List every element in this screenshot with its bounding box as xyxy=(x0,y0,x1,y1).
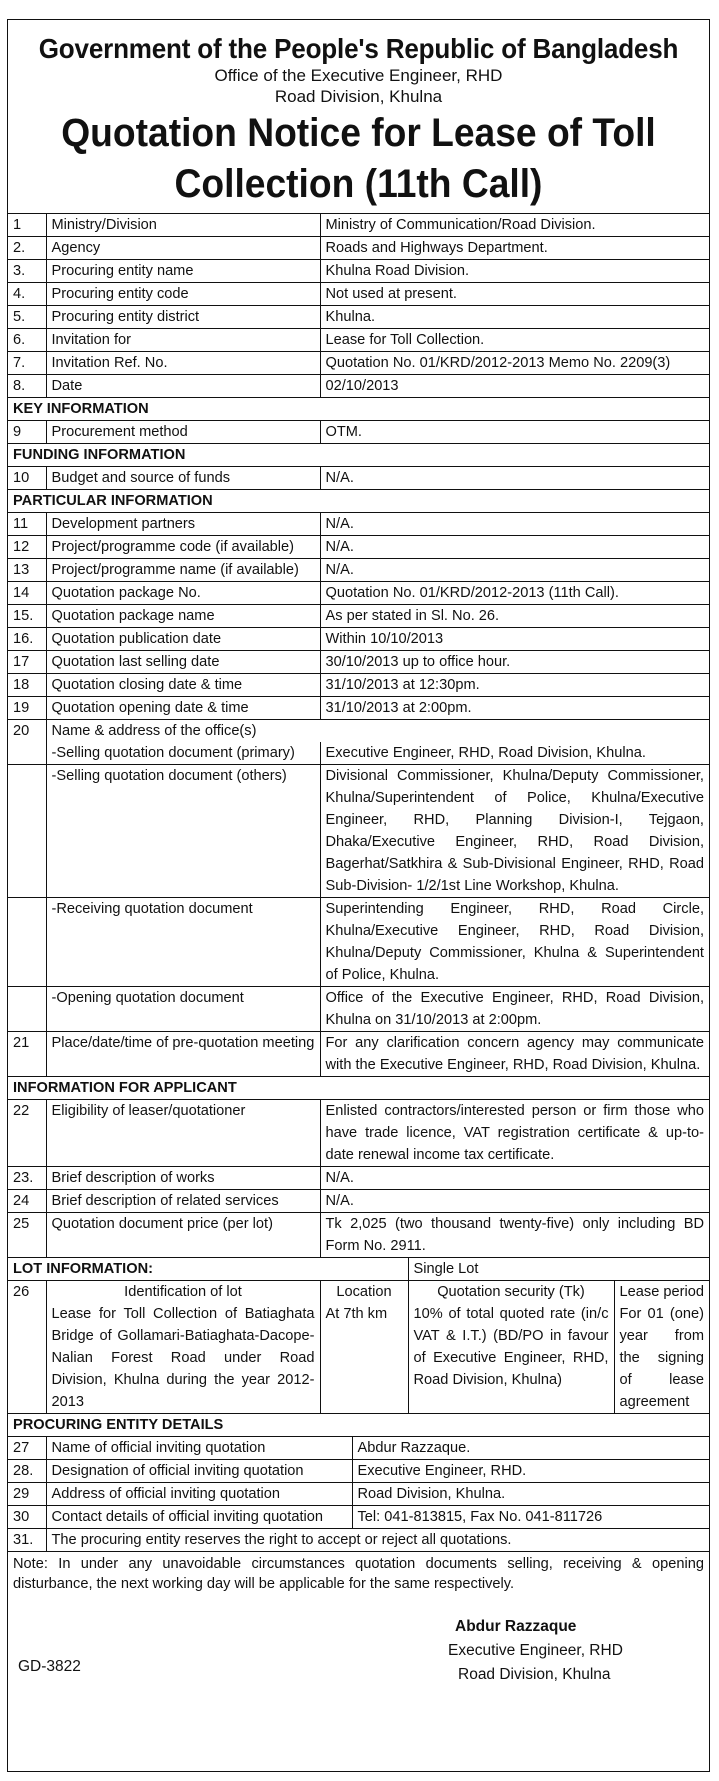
row-label: Brief description of works xyxy=(46,1167,320,1190)
lot-header-period: Lease period xyxy=(614,1281,709,1304)
lot-header-row xyxy=(8,1281,709,1304)
lot-location: At 7th km xyxy=(320,1303,408,1414)
row-value: Ministry of Communication/Road Division. xyxy=(320,214,709,237)
row-value: Quotation No. 01/KRD/2012-2013 (11th Call). xyxy=(320,582,709,605)
lot-row xyxy=(8,1303,709,1414)
row-number: 27 xyxy=(8,1437,46,1460)
row-number: 30 xyxy=(8,1506,46,1529)
row-value: N/A. xyxy=(320,513,709,536)
row-label: Procuring entity code xyxy=(46,283,320,306)
row-number: 14 xyxy=(8,582,46,605)
row-number: 12 xyxy=(8,536,46,559)
row-value: Tk 2,025 (two thousand twenty-five) only including BD Form No. 2911. xyxy=(320,1213,709,1258)
empty-cell xyxy=(8,742,46,765)
table-row xyxy=(8,1100,709,1167)
row-label: Quotation opening date & time xyxy=(46,697,320,720)
subrow-value: Superintending Engineer, RHD, Road Circle, Khulna/Executive Engineer, RHD, Road Division, Khulna/Deputy Commissioner, Khulna & Superintendent of Police, Khulna. xyxy=(320,898,709,987)
signature-block xyxy=(8,1598,709,1738)
row-value: N/A. xyxy=(320,536,709,559)
subrow-value: Divisional Commissioner, Khulna/Deputy Commissioner, Khulna/Superintendent of Police, Khulna/Executive Engineer, RHD, Planning Division-I, Tejgaon, Dhaka/Executive Engineer, RHD, Road Division, Bagerhat/Satkhira & Sub-Divisional Engineer, RHD, Road Sub-Division- 1/2/1st Line Workshop, Khulna. xyxy=(320,765,709,898)
row-value: OTM. xyxy=(320,421,709,444)
table-row xyxy=(8,283,709,306)
row-value: Executive Engineer, RHD. xyxy=(352,1460,709,1483)
row-label: Project/programme name (if available) xyxy=(46,559,320,582)
empty-cell xyxy=(8,1303,46,1414)
row-value: Tel: 041-813815, Fax No. 041-811726 xyxy=(352,1506,709,1529)
row-number: 8. xyxy=(8,375,46,398)
row-label: Quotation document price (per lot) xyxy=(46,1213,320,1258)
table-row xyxy=(8,697,709,720)
table-row xyxy=(8,421,709,444)
office-line-1: Office of the Executive Engineer, RHD xyxy=(214,66,503,85)
row-value: Not used at present. xyxy=(320,283,709,306)
row-value: 31/10/2013 at 2:00pm. xyxy=(320,697,709,720)
row-number: 7. xyxy=(8,352,46,375)
row-label: Contact details of official inviting quotation xyxy=(46,1506,352,1529)
row-number: 24 xyxy=(8,1190,46,1213)
row-number: 17 xyxy=(8,651,46,674)
row-label: Quotation package name xyxy=(46,605,320,628)
table-row xyxy=(8,1460,709,1483)
row-number: 19 xyxy=(8,697,46,720)
notice-title-line-1: Quotation Notice for Lease of Toll xyxy=(61,111,656,155)
row-number: 22 xyxy=(8,1100,46,1167)
table-row xyxy=(8,1167,709,1190)
government-heading: Government of the People's Republic of Bangladesh xyxy=(38,33,679,64)
row-value: 31/10/2013 at 12:30pm. xyxy=(320,674,709,697)
row-value: N/A. xyxy=(320,467,709,490)
subrow-label: -Selling quotation document (others) xyxy=(46,765,320,898)
notice-title-line-2: Collection (11th Call) xyxy=(174,162,543,206)
row-value: N/A. xyxy=(320,1167,709,1190)
table-row xyxy=(8,214,709,237)
row-label: Designation of official inviting quotation xyxy=(46,1460,352,1483)
subrow-value: Office of the Executive Engineer, RHD, Road Division, Khulna on 31/10/2013 at 2:00pm. xyxy=(320,987,709,1032)
row-number: 16. xyxy=(8,628,46,651)
row-value: Enlisted contractors/interested person or firm those who have trade licence, VAT registration certificate & up-to-date renewal income tax certificate. xyxy=(320,1100,709,1167)
row-label: Eligibility of leaser/quotationer xyxy=(46,1100,320,1167)
row-value: Roads and Highways Department. xyxy=(320,237,709,260)
signatory-division: Road Division, Khulna xyxy=(458,1666,611,1683)
table-row xyxy=(8,1032,709,1077)
row-label: Procurement method xyxy=(46,421,320,444)
table-row xyxy=(8,1437,709,1460)
gd-code: GD-3822 xyxy=(18,1658,81,1675)
row-label: Quotation publication date xyxy=(46,628,320,651)
table-subrow xyxy=(8,898,709,987)
row-label: Development partners xyxy=(46,513,320,536)
row-number: 10 xyxy=(8,467,46,490)
row-value: Abdur Razzaque. xyxy=(352,1437,709,1460)
row-label: Address of official inviting quotation xyxy=(46,1483,352,1506)
lot-identification: Lease for Toll Collection of Batiaghata Bridge of Gollamari-Batiaghata-Dacope-Nalian Forest Road under Road Division, Khulna during the year 2012-2013 xyxy=(46,1303,320,1414)
row-value: Quotation No. 01/KRD/2012-2013 Memo No. 2209(3) xyxy=(320,352,709,375)
section-heading-row xyxy=(8,1077,709,1100)
table-row xyxy=(8,1483,709,1506)
row-number: 18 xyxy=(8,674,46,697)
row-label: Project/programme code (if available) xyxy=(46,536,320,559)
row-value: N/A. xyxy=(320,559,709,582)
lot-type: Single Lot xyxy=(408,1258,709,1281)
table-row xyxy=(8,237,709,260)
row-number: 2. xyxy=(8,237,46,260)
row-number: 4. xyxy=(8,283,46,306)
lot-heading-row xyxy=(8,1258,709,1281)
row-value: Within 10/10/2013 xyxy=(320,628,709,651)
section-heading: PROCURING ENTITY DETAILS xyxy=(8,1414,709,1437)
row-value: Lease for Toll Collection. xyxy=(320,329,709,352)
row-label: Procuring entity district xyxy=(46,306,320,329)
signatory-name: Abdur Razzaque xyxy=(455,1618,577,1635)
notice-frame xyxy=(7,19,710,1772)
row-value: Road Division, Khulna. xyxy=(352,1483,709,1506)
lot-header-security: Quotation security (Tk) xyxy=(408,1281,614,1304)
row-label: Quotation last selling date xyxy=(46,651,320,674)
section-heading-row xyxy=(8,490,709,513)
table-row xyxy=(8,513,709,536)
quotation-table xyxy=(8,213,709,1552)
row-label: Place/date/time of pre-quotation meeting xyxy=(46,1032,320,1077)
row-label: Quotation package No. xyxy=(46,582,320,605)
subrow-label: -Selling quotation document (primary) xyxy=(46,742,320,765)
row-label: Invitation for xyxy=(46,329,320,352)
lot-header-location: Location xyxy=(320,1281,408,1304)
table-row xyxy=(8,1190,709,1213)
row-value: Khulna. xyxy=(320,306,709,329)
section-heading-row xyxy=(8,1414,709,1437)
row-label: Brief description of related services xyxy=(46,1190,320,1213)
row-number: 6. xyxy=(8,329,46,352)
table-row xyxy=(8,605,709,628)
table-row xyxy=(8,582,709,605)
table-row xyxy=(8,1529,709,1552)
empty-cell xyxy=(8,987,46,1032)
row-number: 15. xyxy=(8,605,46,628)
row-label: Ministry/Division xyxy=(46,214,320,237)
table-row xyxy=(8,375,709,398)
row-number: 9 xyxy=(8,421,46,444)
row-text: The procuring entity reserves the right to accept or reject all quotations. xyxy=(46,1529,709,1552)
table-row xyxy=(8,260,709,283)
subrow-value: Executive Engineer, RHD, Road Division, Khulna. xyxy=(320,742,709,765)
row-number: 5. xyxy=(8,306,46,329)
section-heading: KEY INFORMATION xyxy=(8,398,709,421)
table-row xyxy=(8,329,709,352)
lot-period: For 01 (one) year from the signing of lease agreement xyxy=(614,1303,709,1414)
row-number: 26 xyxy=(8,1281,46,1304)
row-label: Quotation closing date & time xyxy=(46,674,320,697)
empty-cell xyxy=(8,898,46,987)
row-label: Budget and source of funds xyxy=(46,467,320,490)
section-heading: LOT INFORMATION: xyxy=(8,1258,408,1281)
subrow-label: -Receiving quotation document xyxy=(46,898,320,987)
table-row xyxy=(8,306,709,329)
row-label: Agency xyxy=(46,237,320,260)
lot-security: 10% of total quoted rate (in/c VAT & I.T.) (BD/PO in favour of Executive Engineer, RHD, Road Division, Khulna) xyxy=(408,1303,614,1414)
section-heading: INFORMATION FOR APPLICANT xyxy=(8,1077,709,1100)
row-number: 13 xyxy=(8,559,46,582)
header xyxy=(8,33,709,209)
row-number: 20 xyxy=(8,720,46,743)
table-row xyxy=(8,536,709,559)
table-row xyxy=(8,720,709,743)
table-row xyxy=(8,1506,709,1529)
table-row xyxy=(8,559,709,582)
table-row xyxy=(8,651,709,674)
table-subrow xyxy=(8,987,709,1032)
table-subrow xyxy=(8,742,709,765)
table-row xyxy=(8,674,709,697)
row-label: Procuring entity name xyxy=(46,260,320,283)
office-line-2: Road Division, Khulna xyxy=(274,87,443,106)
row-number: 29 xyxy=(8,1483,46,1506)
signatory-designation: Executive Engineer, RHD xyxy=(448,1642,623,1659)
row-value: N/A. xyxy=(320,1190,709,1213)
row-number: 3. xyxy=(8,260,46,283)
row-label: Date xyxy=(46,375,320,398)
row-value: For any clarification concern agency may communicate with the Executive Engineer, RHD, Road Division, Khulna. xyxy=(320,1032,709,1077)
table-row xyxy=(8,352,709,375)
row-number: 11 xyxy=(8,513,46,536)
section-heading-row xyxy=(8,398,709,421)
row-label: Name & address of the office(s) xyxy=(46,720,709,743)
note: Note: In under any unavoidable circumstances quotation documents selling, receiving & opening disturbance, the next working day will be applicable for the same respectively. xyxy=(13,1556,704,1592)
row-number: 21 xyxy=(8,1032,46,1077)
section-heading: FUNDING INFORMATION xyxy=(8,444,709,467)
row-number: 31. xyxy=(8,1529,46,1552)
table-row xyxy=(8,1213,709,1258)
empty-cell xyxy=(8,765,46,898)
row-value: 30/10/2013 up to office hour. xyxy=(320,651,709,674)
lot-header-identification: Identification of lot xyxy=(46,1281,320,1304)
section-heading: PARTICULAR INFORMATION xyxy=(8,490,709,513)
row-value: As per stated in Sl. No. 26. xyxy=(320,605,709,628)
table-row xyxy=(8,467,709,490)
table-row xyxy=(8,628,709,651)
row-value: 02/10/2013 xyxy=(320,375,709,398)
section-heading-row xyxy=(8,444,709,467)
row-value: Khulna Road Division. xyxy=(320,260,709,283)
table-subrow xyxy=(8,765,709,898)
row-label: Invitation Ref. No. xyxy=(46,352,320,375)
row-number: 28. xyxy=(8,1460,46,1483)
row-number: 23. xyxy=(8,1167,46,1190)
row-number: 25 xyxy=(8,1213,46,1258)
row-label: Name of official inviting quotation xyxy=(46,1437,352,1460)
subrow-label: -Opening quotation document xyxy=(46,987,320,1032)
row-number: 1 xyxy=(8,214,46,237)
